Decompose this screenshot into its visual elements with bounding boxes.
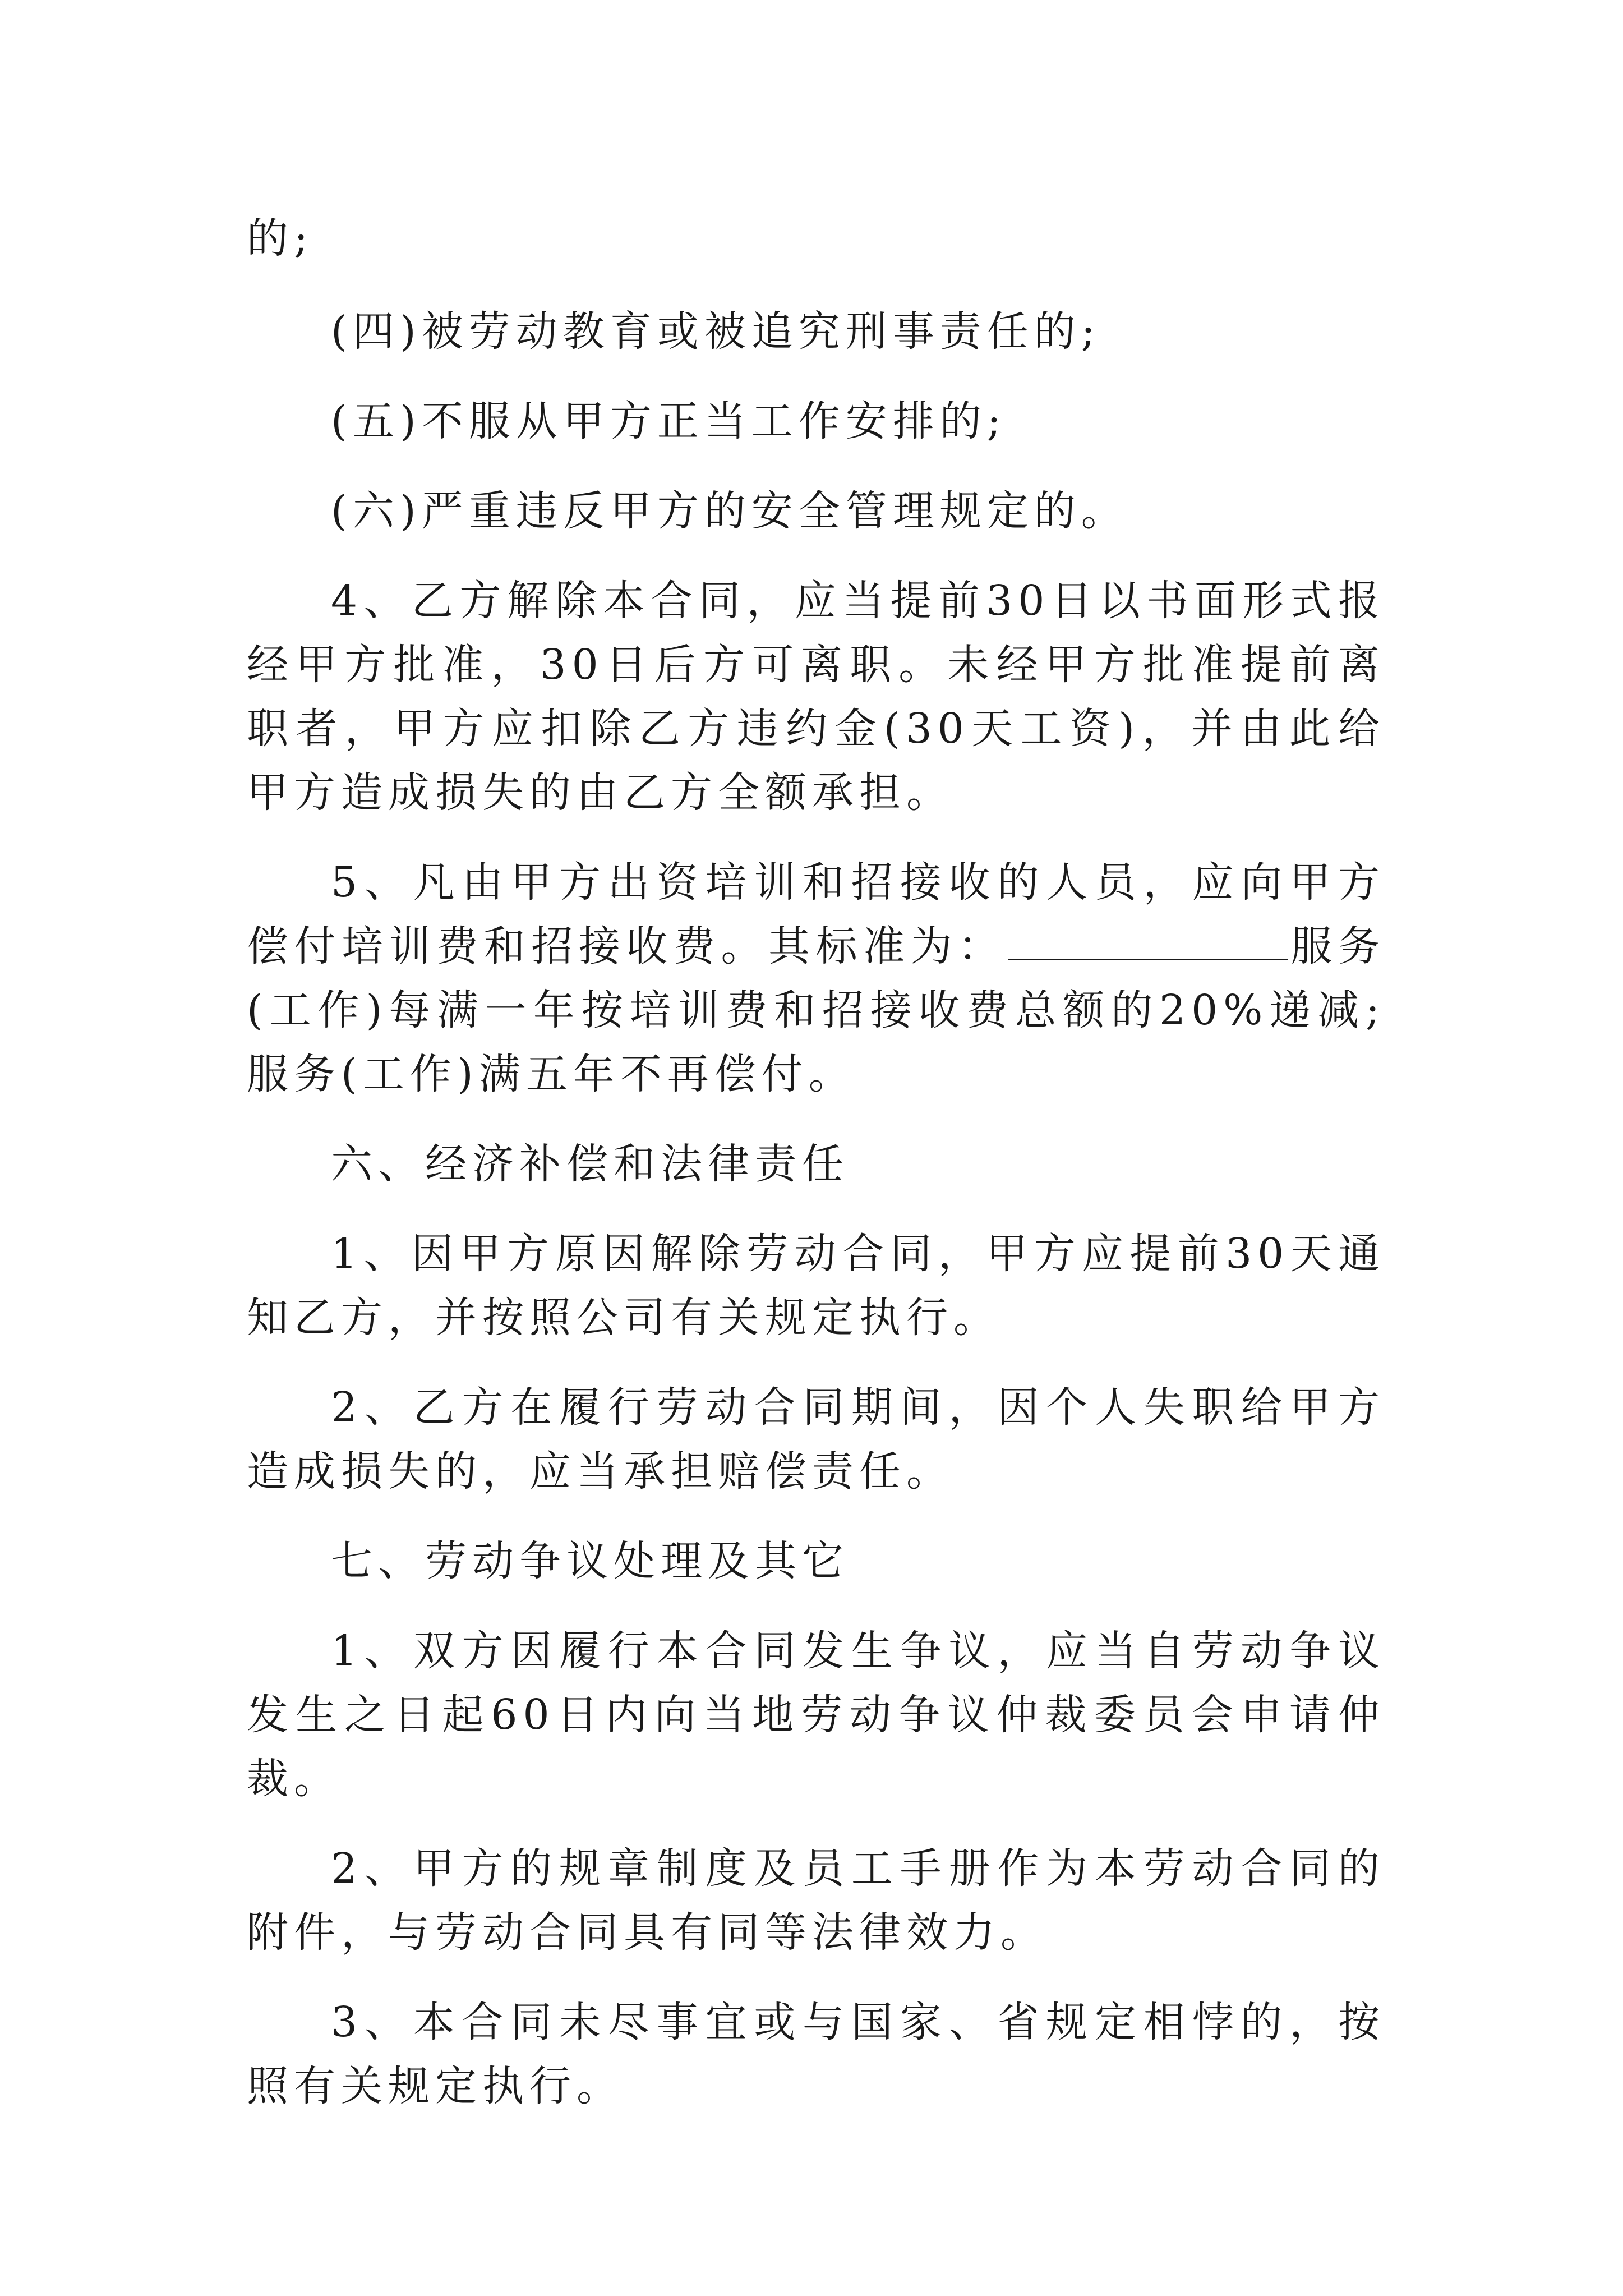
list-item: (四)被劳动教育或被追究刑事责任的; [331, 307, 1101, 356]
clause-5 [247, 850, 1385, 1106]
clause: 3、本合同未尽事宜或与国家、省规定相悖的，按照有关规定执行。 [247, 1998, 1385, 2110]
clause-4: 4、乙方解除本合同，应当提前30日以书面形式报经甲方批准，30日后方可离职。未经甲方批准提前离职者，甲方应扣除乙方违约金(30天工资)，并由此给甲方造成损失的由乙方全额承担。 [247, 577, 1385, 817]
paragraph-fragment: 的; [247, 214, 313, 263]
fill-in-blank [1008, 915, 1288, 960]
clause: 2、乙方在履行劳动合同期间，因个人失职给甲方造成损失的，应当承担赔偿责任。 [247, 1383, 1385, 1496]
section-heading: 六、经济补偿和法律责任 [331, 1140, 849, 1188]
section-heading: 七、劳动争议处理及其它 [331, 1537, 849, 1585]
list-item: (六)严重违反甲方的安全管理规定的。 [331, 487, 1128, 535]
clause-5-text-before: 5、凡由甲方出资培训和招接收的人员，应向甲方偿付培训费和招接收费。其标准为： [247, 858, 1385, 970]
document-body [247, 206, 1385, 2144]
clause: 2、甲方的规章制度及员工手册作为本劳动合同的附件，与劳动合同具有同等法律效力。 [247, 1844, 1385, 1957]
clause: 1、双方因履行本合同发生争议，应当自劳动争议发生之日起60日内向当地劳动争议仲裁委员会申请仲裁。 [247, 1627, 1385, 1803]
clause: 1、因甲方原因解除劳动合同，甲方应提前30天通知乙方，并按照公司有关规定执行。 [247, 1230, 1385, 1342]
clause-5-text-after: 服务(工作)每满一年按培训费和招接收费总额的20%递减;服务(工作)满五年不再偿付。 [247, 922, 1386, 1098]
list-item: (五)不服从甲方正当工作安排的; [331, 397, 1007, 445]
